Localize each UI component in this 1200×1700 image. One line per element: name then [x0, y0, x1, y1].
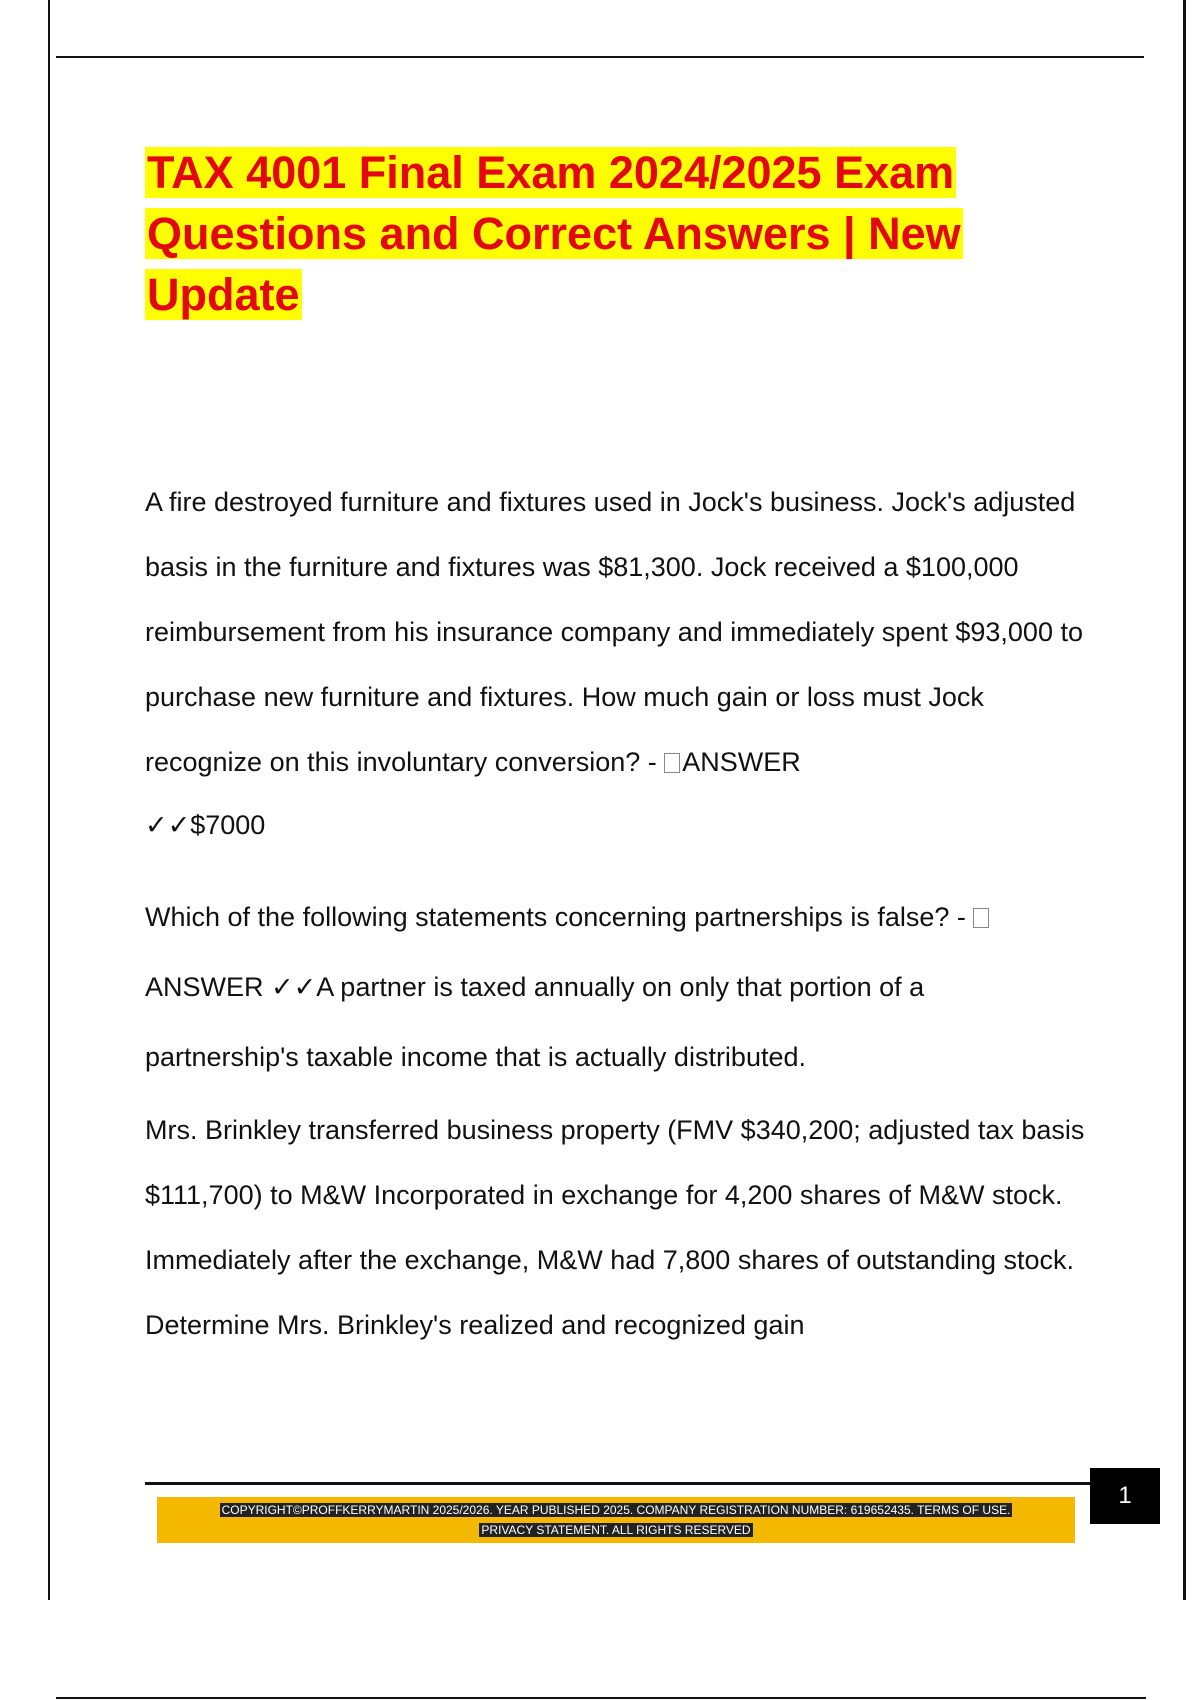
page-bottom-rule — [56, 1697, 1146, 1699]
question-1-answer-label: ANSWER — [682, 747, 801, 777]
copyright-footer — [167, 1500, 1065, 1540]
header-rule — [56, 56, 1144, 58]
copyright-line-1: COPYRIGHT©PROFFKERRYMARTIN 2025/2026. YEAR PUBLISHED 2025. COMPANY REGISTRATION NUMBER: 619652435. TERMS OF USE. — [221, 1503, 1011, 1517]
question-2-answer: ✓✓A partner is taxed annually on only that portion of a partnership's taxable income that is actually distributed. — [145, 972, 925, 1072]
page-border-right — [1183, 0, 1186, 1600]
question-1-answer: ✓✓$7000 — [145, 810, 266, 840]
question-2-text: Which of the following statements concerning partnerships is false? - — [145, 902, 974, 932]
question-1 — [145, 470, 1085, 795]
checkbox-glyph-icon — [664, 753, 680, 773]
copyright-line-2: PRIVACY STATEMENT. ALL RIGHTS RESERVED — [481, 1523, 751, 1537]
document-title — [145, 142, 1045, 325]
question-2-answer-label: ANSWER — [145, 972, 264, 1002]
page-number: 1 — [1090, 1468, 1160, 1524]
page-border-left — [48, 0, 50, 1600]
question-3 — [145, 1098, 1085, 1358]
question-1-text: A fire destroyed furniture and fixtures used in Jock's business. Jock's adjusted basis in the furniture and fixtures was $81,300. Jock received a $100,000 reimbursement from his insurance company and immediately spent $93,000 to purchase new furniture and fixtures. How much gain or loss must Jock recognize on this involuntary conversion? - — [145, 487, 1083, 777]
footer-rule — [145, 1482, 1090, 1485]
question-2 — [145, 882, 1085, 1092]
question-3-text: Mrs. Brinkley transferred business property (FMV $340,200; adjusted tax basis $111,700) to M&W Incorporated in exchange for 4,200 shares of M&W stock. Immediately after the exchange, M&W had 7,800 shares of outstanding stock. Determine Mrs. Brinkley's realized and recognized gain — [145, 1115, 1085, 1340]
title-text: TAX 4001 Final Exam 2024/2025 Exam Questions and Correct Answers | New Update — [147, 147, 961, 320]
checkbox-glyph-icon — [973, 908, 989, 928]
